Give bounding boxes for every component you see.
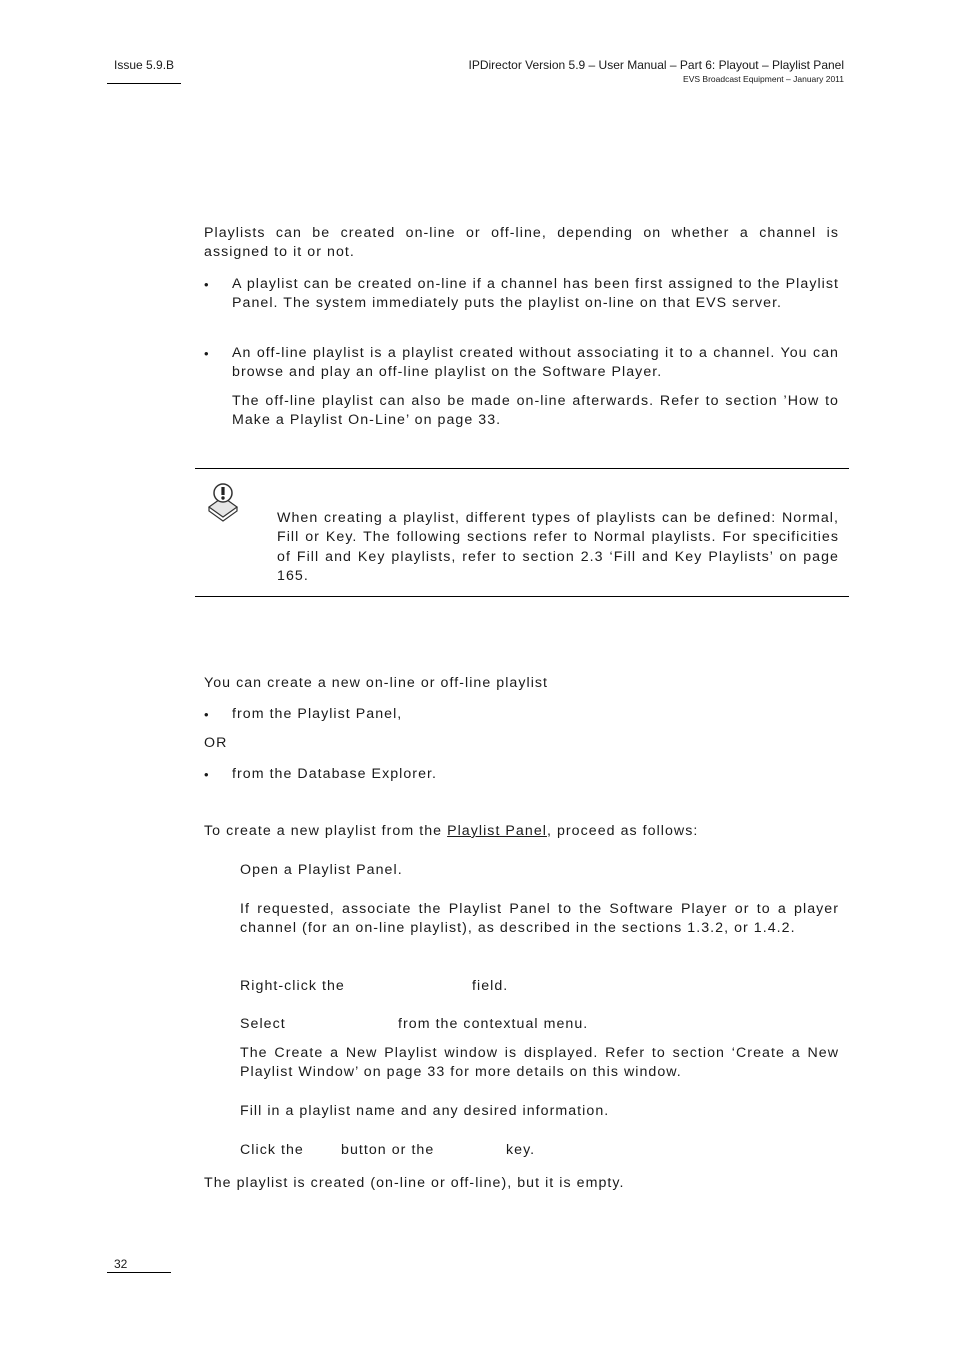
- playlist-panel-link[interactable]: Playlist Panel: [447, 823, 547, 839]
- note-text: When creating a playlist, different types of playlists can be defined: Normal, Fill or Key. The following sections refer to Normal playlists. For specificities of Fill and Key playlists, refer to section 2.3 ‘Fill and Key Playlists’ on page 165.: [277, 510, 839, 584]
- intro-bullet-online: A playlist can be created on-line if a channel has been first assigned to the Playlist Panel. The system immediately puts the playlist on-line on that EVS server.: [232, 276, 839, 312]
- step-6-end: key.: [506, 1142, 536, 1158]
- result-text: The playlist is created (on-line or off-line), but it is empty.: [204, 1175, 625, 1191]
- header-rule-left: [107, 83, 181, 84]
- step-4-end: from the contextual menu.: [398, 1016, 589, 1032]
- issue-label: Issue 5.9.B: [114, 58, 175, 72]
- bullet-marker: •: [204, 767, 209, 782]
- procedure-intro-after: , proceed as follows:: [546, 823, 699, 839]
- procedure-intro: [204, 822, 698, 841]
- note-icon: [205, 481, 241, 523]
- step-4-follow: The Create a New Playlist window is displayed. Refer to section ‘Create a New Playlist Window’ on page 33 for more details on this window.: [240, 1045, 839, 1081]
- note-bottom-rule: [195, 596, 849, 597]
- step-5: Fill in a playlist name and any desired information.: [240, 1103, 610, 1119]
- create-option-database: from the Database Explorer.: [232, 766, 437, 782]
- create-intro: You can create a new on-line or off-line playlist: [204, 675, 549, 691]
- step-2: If requested, associate the Playlist Panel to the Software Player or to a player channel (for an on-line playlist), as described in the sections 1.3.2, or 1.4.2.: [240, 901, 839, 937]
- step-4-start: Select: [240, 1016, 286, 1032]
- intro-paragraph: Playlists can be created on-line or off-line, depending on whether a channel is assigned to it or not.: [204, 225, 839, 261]
- bullet-marker: •: [204, 707, 209, 722]
- step-3-start: Right-click the: [240, 978, 345, 994]
- create-or: OR: [204, 735, 228, 751]
- step-6-middle: button or the: [341, 1142, 435, 1158]
- page-number: 32: [114, 1257, 128, 1271]
- document-subtitle: EVS Broadcast Equipment – January 2011: [683, 74, 844, 84]
- procedure-intro-before: To create a new playlist from the: [204, 823, 448, 839]
- step-3-end: field.: [472, 978, 509, 994]
- footer-rule: [107, 1272, 171, 1273]
- document-title: IPDirector Version 5.9 – User Manual – Part 6: Playout – Playlist Panel: [468, 58, 844, 72]
- bullet-marker: •: [204, 277, 209, 292]
- intro-bullet-offline-follow: The off-line playlist can also be made on-line afterwards. Refer to section ’How to Make a Playlist On-Line’ on page 33.: [232, 393, 839, 429]
- intro-bullet-offline: An off-line playlist is a playlist created without associating it to a channel. You can browse and play an off-line playlist on the Software Player.: [232, 345, 839, 381]
- bullet-marker: •: [204, 346, 209, 361]
- create-option-panel: from the Playlist Panel,: [232, 706, 403, 722]
- note-top-rule: [195, 468, 849, 469]
- step-6-start: Click the: [240, 1142, 304, 1158]
- step-1: Open a Playlist Panel.: [240, 862, 403, 878]
